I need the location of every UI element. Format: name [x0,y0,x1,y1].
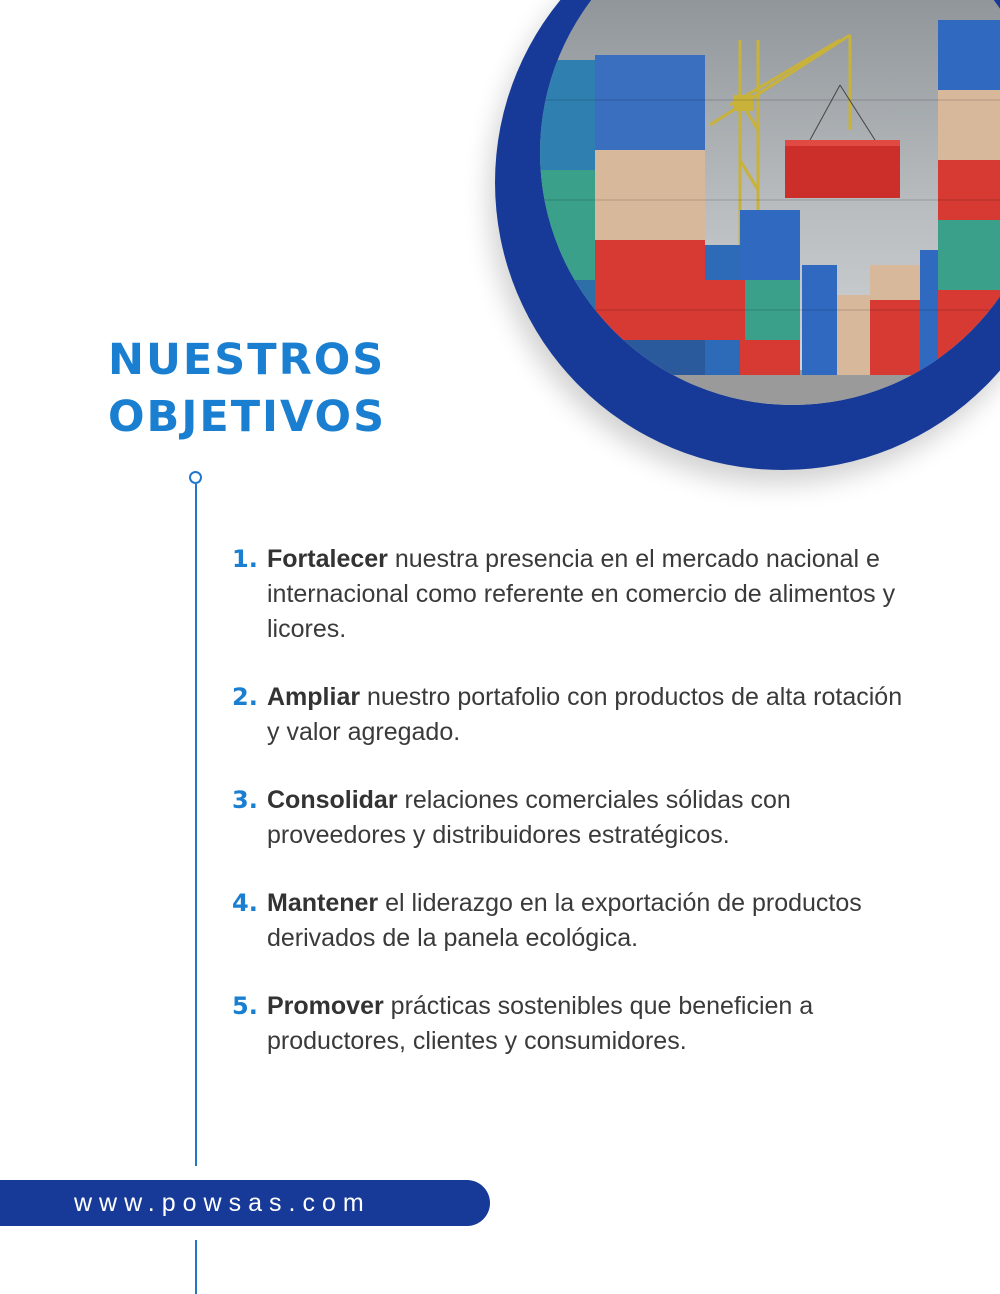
website-banner [0,1180,490,1226]
objective-item [232,886,912,956]
objective-keyword: Promover [267,992,384,1020]
objective-text [267,989,912,1059]
objective-item [232,783,912,853]
objective-item [232,542,912,647]
objective-text [267,680,912,750]
title-line-2: OBJETIVOS [108,392,387,442]
objective-keyword: Mantener [267,889,379,917]
objective-description: relaciones comerciales sólidas con proveedores y distribuidores estratégicos. [267,786,791,849]
objective-keyword: Consolidar [267,786,398,814]
title-line-1: NUESTROS [108,335,386,385]
timeline-line [195,484,197,1166]
objective-description: el liderazgo en la exportación de productos derivados de la panela ecológica. [267,889,862,952]
objective-number: 4. [232,889,258,917]
objective-description: prácticas sostenibles que beneficien a productores, clientes y consumidores. [267,992,814,1055]
objective-number: 2. [232,683,258,711]
objective-number: 3. [232,786,258,814]
objective-number: 5. [232,992,258,1020]
objective-item [232,680,912,750]
objective-item [232,989,912,1059]
objectives-list [232,542,912,1092]
objective-text [267,783,912,853]
objective-number: 1. [232,545,258,573]
objective-keyword: Ampliar [267,683,361,711]
timeline-dot [189,471,202,484]
page-title [108,332,386,446]
website-link[interactable]: www.powsas.com [74,1189,371,1217]
objective-description: nuestra presencia en el mercado nacional e internacional como referente en comercio de alimentos y licores. [267,545,896,643]
timeline-line-lower [195,1240,197,1294]
objective-text [267,542,912,647]
objective-description: nuestro portafolio con productos de alta rotación y valor agregado. [267,683,903,746]
objective-keyword: Fortalecer [267,545,388,573]
objective-text [267,886,912,956]
